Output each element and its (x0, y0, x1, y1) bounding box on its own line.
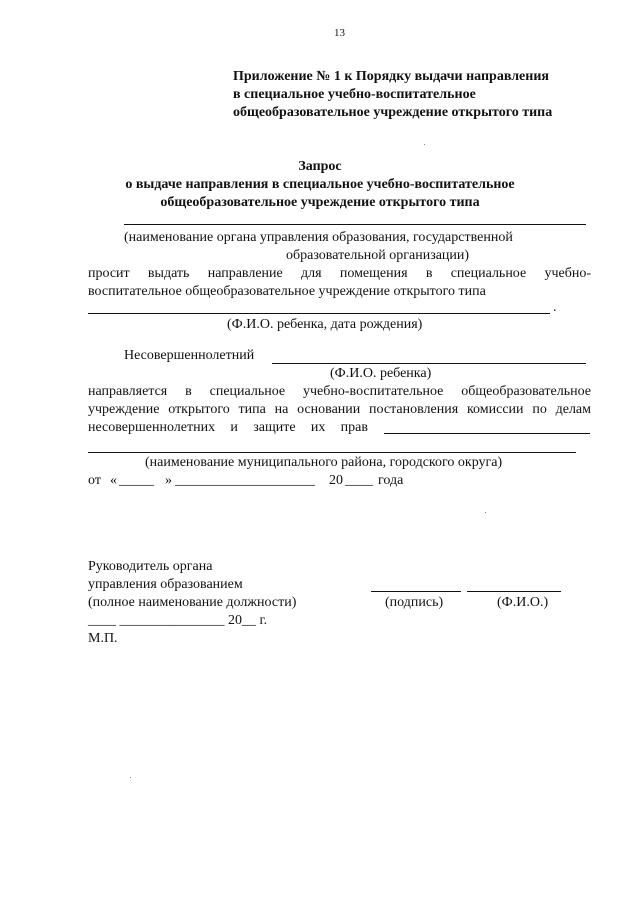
request-text-line-2: воспитательное общеобразовательное учреждение открытого типа (88, 284, 486, 299)
period-mark: . (553, 300, 557, 315)
appendix-line-1: Приложение № 1 к Порядку выдачи направления (233, 69, 549, 84)
signatory-line-2: управления образованием (88, 577, 243, 592)
date-close-quote: » (165, 473, 172, 488)
date-year-word: года (378, 473, 404, 488)
appendix-line-2: в специальное учебно-воспитательное (233, 87, 476, 102)
date-year-field[interactable]: ____ (345, 473, 373, 488)
request-text-line-1: просит выдать направление для помещения в специальное учебно- (88, 266, 591, 281)
scan-speck (485, 512, 486, 513)
signatory-line-1: Руководитель органа (88, 559, 213, 574)
title-line-2: о выдаче направления в специальное учебно-воспитательное (125, 177, 515, 192)
direction-text-line-1: направляется в специальное учебно-воспитательное общеобразовательное (88, 384, 591, 399)
stamp-place-label: М.П. (88, 631, 118, 646)
child-name-birth-field[interactable] (88, 313, 550, 314)
minor-caption: (Ф.И.О. ребенка) (330, 366, 432, 381)
direction-text-line-2: учреждение открытого типа на основании постановления комиссии по делам (88, 402, 591, 417)
district-caption: (наименование муниципального района, городского округа) (145, 455, 503, 470)
signature-caption: (подпись) (385, 595, 444, 610)
date-month-field[interactable]: ____________________ (175, 473, 315, 488)
date-open-quote: « (110, 473, 117, 488)
organ-caption-line-1: (наименование органа управления образования, государственной (124, 230, 513, 245)
document-title: Запрос (298, 159, 342, 174)
minor-name-field[interactable] (272, 363, 586, 364)
signer-name-caption: (Ф.И.О.) (497, 595, 549, 610)
scan-speck (424, 144, 425, 145)
date-from-label: от (88, 473, 101, 488)
child-caption: (Ф.И.О. ребенка, дата рождения) (227, 317, 423, 332)
scan-speck (130, 777, 131, 778)
page-number: 13 (334, 27, 345, 39)
date-year-prefix: 20 (329, 473, 343, 488)
organ-name-field[interactable] (124, 224, 586, 225)
title-line-3: общеобразовательное учреждение открытого типа (160, 195, 480, 210)
district-name-field[interactable] (88, 452, 576, 453)
direction-text-line-3: несовершеннолетних и защите их прав (88, 420, 368, 435)
organ-caption-line-2: образовательной организации) (286, 248, 470, 263)
appendix-line-3: общеобразовательное учреждение открытого типа (233, 105, 553, 120)
date-day-field[interactable]: _____ (119, 473, 154, 488)
minor-label: Несовершеннолетний (124, 348, 255, 363)
commission-field[interactable] (384, 433, 590, 434)
signer-name-field[interactable] (467, 591, 561, 592)
signature-field[interactable] (371, 591, 461, 592)
signature-date-line[interactable]: ____ _______________ 20__ г. (88, 613, 268, 628)
signatory-position-caption: (полное наименование должности) (88, 595, 297, 610)
